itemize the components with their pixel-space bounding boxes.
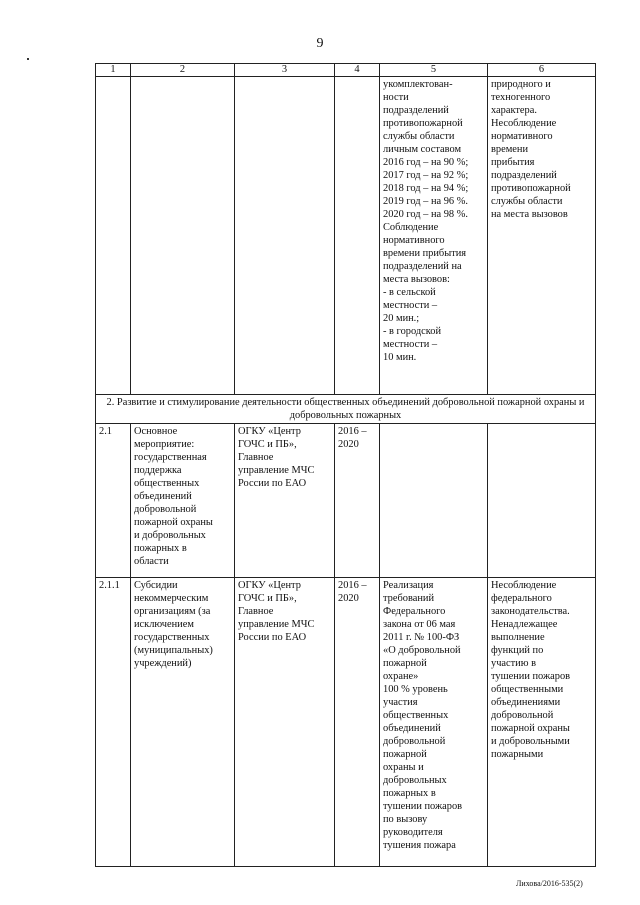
row-2-1-result [380, 424, 488, 578]
row-2-1 [96, 424, 596, 578]
cont-cell-4 [335, 77, 380, 395]
cont-cell-5: укомплектован- ности подразделений противопожарной службы области личным составом 2016 год – на 90 %; 2017 год – на 92 %; 2018 год – на 94 %; 2019 год – на 96 %. 2020 год – на 98 %. Соблюдение нормативного времени прибытия подразделений на места вызовов: - в сельской местности – 20 мин.; - в городской местности – 10 мин. [380, 77, 488, 395]
header-col-2: 2 [131, 64, 235, 77]
section-2-row [96, 395, 596, 424]
scan-dot [27, 58, 29, 60]
header-col-5: 5 [380, 64, 488, 77]
page-number: 9 [316, 36, 324, 51]
row-2-1-measure: Основное мероприятие: государственная поддержка общественных объединений добровольной пожарной охраны и добровольных пожарных в области [131, 424, 235, 578]
footer-registration: Лихова/2016-535(2) [516, 879, 583, 888]
row-2-1-1-result: Реализация требований Федерального закона от 06 мая 2011 г. № 100-ФЗ «О добровольной пожарной охране» 100 % уровень участия общественных объединений добровольной пожарной охраны и добровольных пожарных в тушении пожаров по вызову руководителя тушения пожара [380, 578, 488, 867]
row-2-1-number: 2.1 [96, 424, 131, 578]
row-2-1-executor: ОГКУ «Центр ГОЧС и ПБ», Главное управление МЧС России по ЕАО [235, 424, 335, 578]
header-row [96, 64, 596, 77]
header-col-4: 4 [335, 64, 380, 77]
row-2-1-1-executor: ОГКУ «Центр ГОЧС и ПБ», Главное управление МЧС России по ЕАО [235, 578, 335, 867]
row-2-1-consequences [488, 424, 596, 578]
row-2-1-1-period: 2016 – 2020 [335, 578, 380, 867]
cont-cell-3 [235, 77, 335, 395]
header-col-6: 6 [488, 64, 596, 77]
header-col-3: 3 [235, 64, 335, 77]
header-col-1: 1 [96, 64, 131, 77]
row-2-1-1-measure: Субсидии некоммерческим организациям (за исключением государственных (муниципальных) учреждений) [131, 578, 235, 867]
program-table [95, 63, 596, 867]
cont-cell-6: природного и техногенного характера. Несоблюдение нормативного времени прибытия подразделений противопожарной службы области на места вызовов [488, 77, 596, 395]
cont-cell-1 [96, 77, 131, 395]
row-2-1-1 [96, 578, 596, 867]
row-2-1-1-number: 2.1.1 [96, 578, 131, 867]
row-2-1-period: 2016 – 2020 [335, 424, 380, 578]
cont-cell-2 [131, 77, 235, 395]
row-2-1-1-consequences: Несоблюдение федерального законодательства. Ненадлежащее выполнение функций по участию в тушении пожаров общественными объединениями добровольной пожарной охраны и добровольными пожарными [488, 578, 596, 867]
section-2-title: 2. Развитие и стимулирование деятельности общественных объединений добровольной пожарной охраны и добровольных пожарных [96, 395, 596, 424]
continuation-row [96, 77, 596, 395]
